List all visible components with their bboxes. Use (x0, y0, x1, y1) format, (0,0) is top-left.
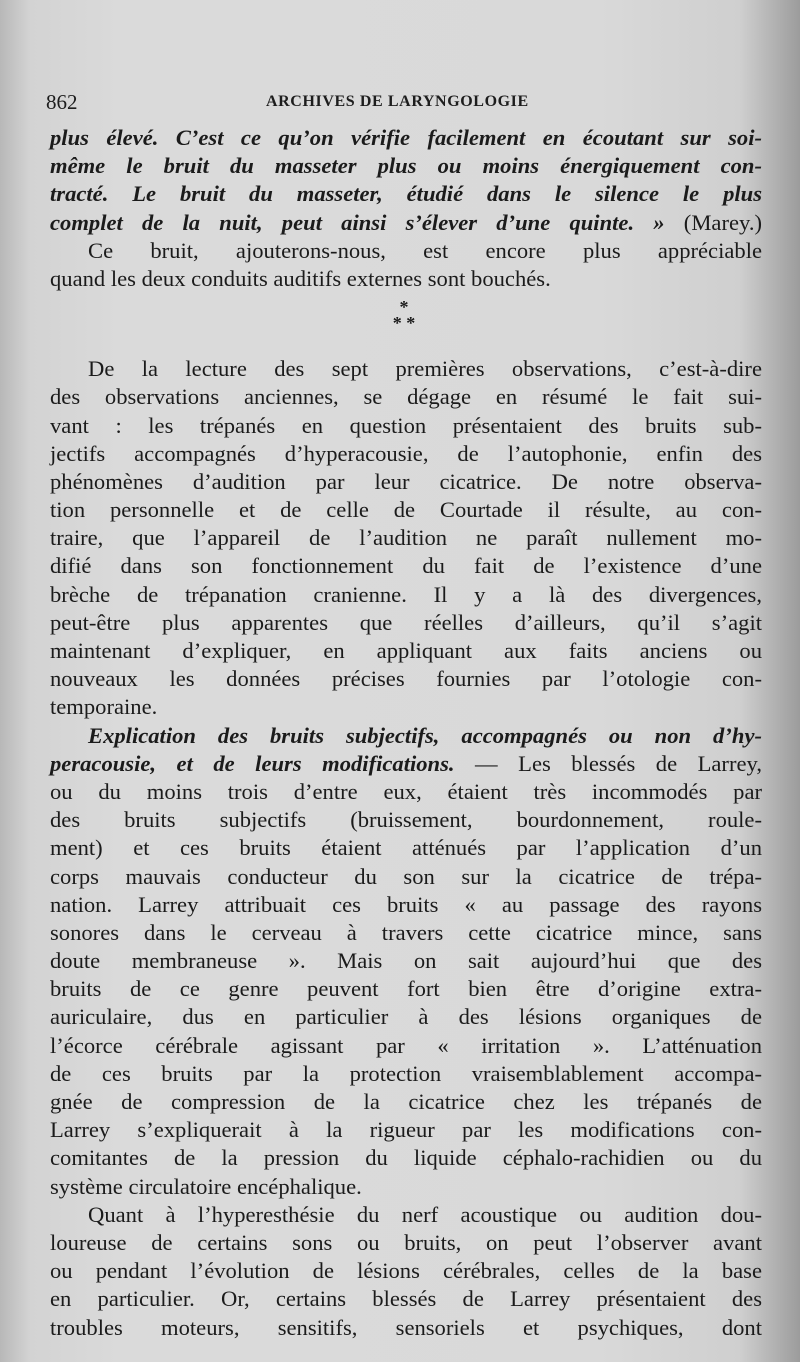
attribution: (Marey.) (664, 209, 763, 235)
text-line: Quant à l’hyperesthésie du nerf acoustique ou audition dou- (88, 1201, 762, 1227)
text-line: vant : les trépanés en question présentaient des bruits sub- (50, 412, 762, 438)
section-heading: Explication des bruits subjectifs, accompagnés ou non d’hy- (88, 722, 762, 748)
text-line: phénomènes d’audition par leur cicatrice. De notre observa- (50, 468, 762, 494)
text-line: en particulier. Or, certains blessés de Larrey présentaient des (50, 1286, 762, 1312)
text-line: jectifs accompagnés d’hyperacousie, de l’autophonie, enfin des (50, 440, 762, 466)
text-line: Larrey s’expliquerait à la rigueur par les modifications con- (50, 1117, 762, 1143)
section-break (50, 293, 762, 355)
text-line: De la lecture des sept premières observations, c’est-à-dire (88, 356, 762, 382)
text-line: quand les deux conduits auditifs externes sont bouchés. (50, 265, 551, 291)
text-line: nation. Larrey attribuait ces bruits « au passage des rayons (50, 891, 762, 917)
text-line: nouveaux les données précises fournies par l’otologie con- (50, 666, 762, 692)
text-line: tracté. Le bruit du masseter, étudié dans le silence le plus (50, 181, 762, 207)
text-line: doute membraneuse ». Mais on sait aujourd’hui que des (50, 948, 762, 974)
text-line: l’écorce cérébrale agissant par « irritation ». L’atténuation (50, 1032, 762, 1058)
page-number: 862 (46, 90, 78, 114)
text-line: gnée de compression de la cicatrice chez les trépanés de (50, 1089, 762, 1114)
quote-end: complet de la nuit, peut ainsi s’élever d’une quinte. » (50, 209, 665, 235)
heading-continuation: — Les blessés de Larrey, (454, 750, 762, 776)
text-line: loureuse de certains sons ou bruits, on peut l’observer avant (50, 1229, 762, 1255)
text-line: système circulatoire encéphalique. (50, 1173, 362, 1199)
text-line: bruits de ce genre peuvent fort bien être d’origine extra- (50, 976, 762, 1002)
text-line: maintenant d’expliquer, en appliquant aux faits anciens ou (50, 638, 762, 663)
text-line: traire, que l’appareil de l’audition ne paraît nullement mo- (50, 525, 762, 551)
text-line: difié dans son fonctionnement du fait de l’existence d’une (50, 553, 762, 579)
text-line: temporaine. (50, 694, 158, 720)
text-line (50, 750, 762, 778)
text-line: brèche de trépanation cranienne. Il y a là des divergences, (50, 581, 762, 607)
text-line: sonores dans le cerveau à travers cette cicatrice mince, sans (50, 919, 762, 945)
running-title: ARCHIVES DE LARYNGOLOGIE (266, 93, 529, 110)
text-line: corps mauvais conducteur du son sur la cicatrice de trépa- (50, 863, 762, 889)
text-line: tion personnelle et de celle de Courtade il résulte, au con- (50, 497, 762, 523)
body-text (50, 124, 762, 1342)
asterism: * * * (392, 297, 416, 334)
text-line (50, 209, 762, 237)
text-line: ou du moins trois d’entre eux, étaient très incommodés par (50, 778, 762, 804)
text-line: de ces bruits par la protection vraisemblablement accompa- (50, 1060, 762, 1086)
text-line: des bruits subjectifs (bruissement, bourdonnement, roule- (50, 807, 762, 833)
text-line: ment) et ces bruits étaient atténués par l’application d’un (50, 835, 762, 861)
text-line: auriculaire, dus en particulier à des lésions organiques de (50, 1004, 762, 1030)
text-line: Ce bruit, ajouterons-nous, est encore plus appréciable (88, 237, 762, 263)
text-line: plus élevé. C’est ce qu’on vérifie facilement en écoutant sur soi- (50, 125, 762, 150)
text-line: comitantes de la pression du liquide céphalo-rachidien ou du (50, 1145, 762, 1171)
text-line: ou pendant l’évolution de lésions cérébrales, celles de la base (50, 1258, 762, 1284)
text-line: même le bruit du masseter plus ou moins énergiquement con- (50, 153, 762, 179)
text-line: peut-être plus apparentes que réelles d’ailleurs, qu’il s’agit (50, 609, 762, 635)
text-line: troubles moteurs, sensitifs, sensoriels et psychiques, dont (50, 1314, 762, 1340)
text-line: des observations anciennes, se dégage en résumé le fait sui- (50, 384, 762, 410)
section-heading-end: peracousie, et de leurs modifications. (50, 750, 455, 776)
page-header (46, 90, 746, 114)
